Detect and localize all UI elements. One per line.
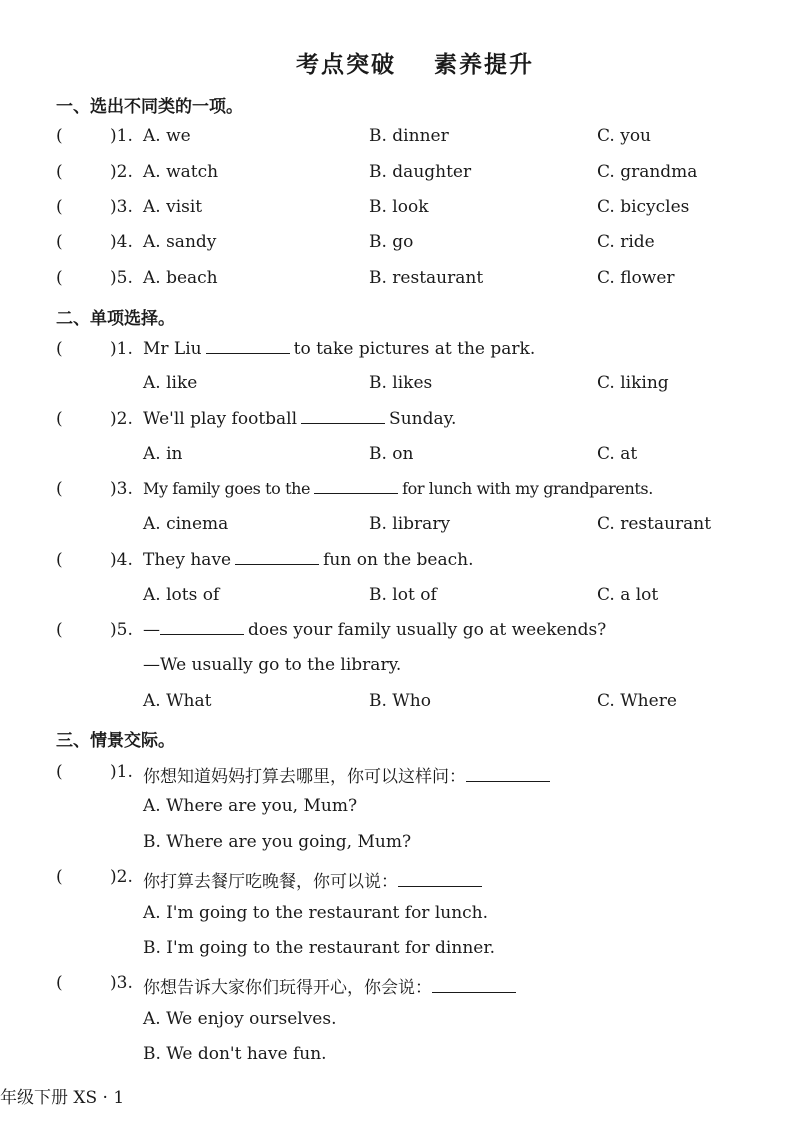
answer-blank	[466, 780, 550, 782]
answer-paren[interactable]: (	[56, 762, 63, 782]
answer-blank	[235, 563, 319, 565]
answer-paren[interactable]: (	[56, 479, 63, 499]
item-number: )2.	[110, 409, 133, 429]
question-text: 你打算去餐厅吃晚餐，你可以说：	[143, 867, 486, 892]
option-b: B. library	[369, 514, 451, 534]
item-number: )5.	[110, 268, 133, 288]
option-c: C. Where	[597, 691, 677, 711]
item-number: )3.	[110, 973, 133, 993]
option-c: C. grandma	[597, 162, 698, 182]
question-text: My family goes to the for lunch with my grandparents.	[143, 479, 653, 498]
option-c: C. flower	[597, 268, 675, 288]
option-b: B. go	[369, 232, 414, 252]
question-text: — does your family usually go at weekends?	[143, 620, 607, 640]
answer-paren[interactable]: (	[56, 620, 63, 640]
item-number: )5.	[110, 620, 133, 640]
option-b: B. I'm going to the restaurant for dinner.	[143, 938, 495, 958]
option-a: A. visit	[143, 197, 203, 217]
option-c: C. you	[597, 126, 651, 146]
section2-heading: 二、单项选择。	[56, 309, 175, 329]
option-a: A. cinema	[143, 514, 229, 534]
option-c: C. restaurant	[597, 514, 712, 534]
option-b: B. Where are you going, Mum?	[143, 832, 412, 852]
page-title	[0, 46, 794, 79]
option-a: A. beach	[143, 268, 218, 288]
answer-paren[interactable]: (	[56, 162, 63, 182]
option-c: C. a lot	[597, 585, 659, 605]
answer-blank	[301, 422, 385, 424]
answer-paren[interactable]: (	[56, 550, 63, 570]
page-footer: 年级下册 XS · 1	[0, 1088, 125, 1108]
question-text: 你想知道妈妈打算去哪里，你可以这样问：	[143, 762, 554, 787]
answer-paren[interactable]: (	[56, 232, 63, 252]
option-a: A. What	[143, 691, 212, 711]
question-text: We'll play football Sunday.	[143, 409, 457, 429]
option-b: B. restaurant	[369, 268, 484, 288]
item-number: )1.	[110, 126, 133, 146]
answer-blank	[206, 352, 290, 354]
option-a: A. I'm going to the restaurant for lunch.	[143, 903, 489, 923]
option-c: C. at	[597, 444, 638, 464]
option-b: B. lot of	[369, 585, 437, 605]
answer-blank	[398, 885, 482, 887]
question-reply: —We usually go to the library.	[143, 655, 402, 675]
answer-paren[interactable]: (	[56, 409, 63, 429]
item-number: )4.	[110, 550, 133, 570]
answer-paren[interactable]: (	[56, 268, 63, 288]
item-number: )4.	[110, 232, 133, 252]
option-b: B. Who	[369, 691, 431, 711]
option-b: B. We don't have fun.	[143, 1044, 327, 1064]
section3-heading: 三、情景交际。	[56, 731, 175, 751]
section1-heading: 一、选出不同类的一项。	[56, 97, 243, 117]
answer-paren[interactable]: (	[56, 197, 63, 217]
option-a: A. lots of	[143, 585, 220, 605]
option-c: C. ride	[597, 232, 655, 252]
item-number: )1.	[110, 762, 133, 782]
answer-blank	[432, 991, 516, 993]
option-a: A. sandy	[143, 232, 217, 252]
option-b: B. daughter	[369, 162, 472, 182]
option-c: C. liking	[597, 373, 669, 393]
title-part-2: 素养提升	[434, 51, 534, 78]
answer-paren[interactable]: (	[56, 339, 63, 359]
option-a: A. in	[143, 444, 183, 464]
answer-blank	[160, 633, 244, 635]
item-number: )2.	[110, 162, 133, 182]
question-text: 你想告诉大家你们玩得开心，你会说：	[143, 973, 520, 998]
answer-paren[interactable]: (	[56, 973, 63, 993]
option-a: A. Where are you, Mum?	[143, 796, 358, 816]
item-number: )2.	[110, 867, 133, 887]
answer-blank	[314, 492, 398, 494]
item-number: )3.	[110, 479, 133, 499]
option-c: C. bicycles	[597, 197, 690, 217]
title-part-1: 考点突破	[295, 51, 396, 78]
item-number: )1.	[110, 339, 133, 359]
option-a: A. watch	[143, 162, 219, 182]
item-number: )3.	[110, 197, 133, 217]
option-b: B. look	[369, 197, 429, 217]
option-a: A. We enjoy ourselves.	[143, 1009, 337, 1029]
option-b: B. dinner	[369, 126, 449, 146]
option-b: B. on	[369, 444, 414, 464]
option-a: A. like	[143, 373, 198, 393]
option-b: B. likes	[369, 373, 433, 393]
answer-paren[interactable]: (	[56, 867, 63, 887]
option-a: A. we	[143, 126, 191, 146]
question-text: Mr Liu to take pictures at the park.	[143, 339, 536, 359]
answer-paren[interactable]: (	[56, 126, 63, 146]
question-text: They have fun on the beach.	[143, 550, 474, 570]
